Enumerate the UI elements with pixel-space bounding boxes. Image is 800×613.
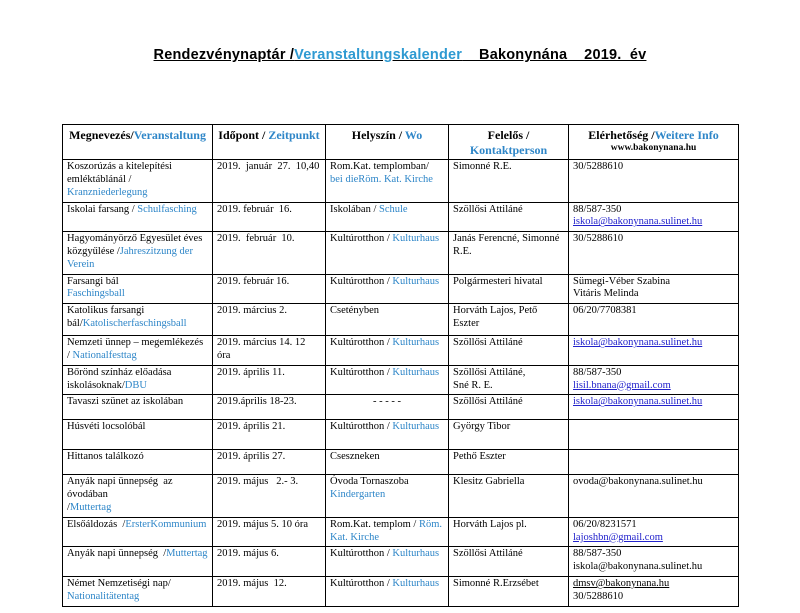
header-text-german: Veranstaltung [133, 128, 206, 142]
cell-line [67, 161, 208, 199]
table-cell [63, 304, 213, 336]
cell-text: DBU [124, 379, 147, 391]
cell-line [573, 548, 734, 561]
cell-line [453, 421, 564, 434]
cell-text: Hagyományörző Egyesület éves közgyűlése / [67, 233, 205, 258]
cell-line [217, 519, 321, 532]
table-cell [326, 365, 449, 395]
cell-line [217, 451, 321, 464]
cell-text: Cseszneken [330, 451, 380, 463]
header-text-german: Wo [404, 128, 423, 142]
email-link[interactable]: lajoshbn@gmail.com [573, 531, 663, 543]
cell-text: Kultúrotthon / [330, 548, 393, 560]
cell-line [453, 204, 564, 217]
cell-text: Katolikus farsangi bál/ [67, 305, 147, 330]
cell-text: 30/5288610 [573, 590, 624, 602]
cell-line [573, 561, 734, 574]
cell-line [217, 421, 321, 434]
table-cell [326, 450, 449, 475]
cell-line [330, 396, 444, 409]
cell-text: ovoda@bakonynana.sulinet.hu [573, 476, 703, 488]
cell-line [573, 337, 734, 350]
table-cell [63, 450, 213, 475]
table-cell [449, 395, 569, 420]
cell-text: Kultúrotthon / [330, 233, 393, 245]
cell-line [217, 204, 321, 217]
cell-text: 2019. május 6. [217, 548, 279, 560]
cell-text: Szöllősi Attiláné [453, 337, 523, 349]
cell-text: Kulturhaus [392, 548, 440, 560]
table-cell [326, 395, 449, 420]
table-cell [63, 232, 213, 274]
cell-line [217, 233, 321, 246]
document-page [0, 47, 800, 613]
cell-line [573, 233, 734, 246]
cell-text: 06/20/7708381 [573, 305, 637, 317]
cell-text: / [67, 502, 70, 513]
header-date [213, 125, 326, 160]
cell-text: Simonné R.E. [453, 161, 512, 173]
cell-line [330, 337, 444, 350]
table-row [63, 232, 739, 274]
cell-line [573, 578, 734, 591]
cell-text: Kindergarten [330, 489, 386, 501]
cell-line [330, 233, 444, 246]
cell-line [330, 421, 444, 434]
cell-text: Muttertag [166, 548, 208, 560]
cell-line [453, 396, 564, 409]
cell-line [330, 204, 444, 217]
cell-line [573, 288, 734, 301]
cell-line [217, 578, 321, 591]
cell-line [330, 578, 444, 591]
cell-text: Janás Ferencné, Simonné R.E. [453, 233, 563, 258]
table-cell [63, 336, 213, 366]
cell-line [453, 451, 564, 464]
cell-line [217, 161, 321, 174]
event-calendar-table [62, 124, 739, 607]
email-link[interactable]: iskola@bakonynana.sulinet.hu [573, 396, 703, 408]
table-cell [213, 547, 326, 577]
cell-text: Sné R. E. [453, 379, 493, 391]
table-cell [449, 232, 569, 274]
cell-text: Kulturhaus [392, 337, 440, 349]
cell-text: 2019. május 2.- 3. [217, 476, 299, 488]
header-text: Megnevezés/ [69, 128, 134, 142]
cell-line [573, 305, 734, 318]
cell-line [217, 548, 321, 561]
cell-text: 2019.április 18-23. [217, 396, 297, 408]
cell-text: Polgármesteri hivatal [453, 275, 543, 287]
table-cell [326, 420, 449, 450]
cell-line [573, 532, 734, 545]
cell-text: Szöllősi Attiláné, [453, 366, 526, 378]
cell-line [453, 380, 564, 393]
cell-text: iskola@bakonynana.sulinet.hu [573, 561, 703, 573]
table-row [63, 395, 739, 420]
table-row [63, 202, 739, 232]
cell-text: Kultúrotthon / [330, 337, 393, 349]
cell-text: 2019. március 2. [217, 305, 287, 317]
cell-line [67, 578, 208, 591]
header-row [63, 125, 739, 160]
table-cell [63, 420, 213, 450]
cell-line [453, 367, 564, 380]
cell-text: Kultúrotthon / [330, 366, 393, 378]
table-cell [63, 274, 213, 304]
table-cell [569, 202, 739, 232]
cell-text: Nationalfesttag [72, 350, 137, 362]
cell-text: Szöllősi Attiláné [453, 396, 523, 408]
cell-line [573, 276, 734, 289]
cell-text: Klesitz Gabriella [453, 476, 525, 488]
cell-text: Tavaszi szünet az iskolában [67, 396, 184, 408]
cell-line [453, 548, 564, 561]
table-cell [63, 475, 213, 517]
cell-text: Kulturhaus [392, 577, 440, 589]
cell-text: 2019. február 16. [217, 203, 292, 215]
email-link[interactable]: iskola@bakonynana.sulinet.hu [573, 337, 703, 349]
email-link[interactable]: lisil.bnana@gmail.com [573, 379, 671, 391]
table-cell [326, 547, 449, 577]
table-cell [326, 576, 449, 606]
cell-text: Katolischerfaschingsball [82, 318, 187, 330]
header-text-german: Weitere Info [654, 128, 719, 142]
table-cell [449, 450, 569, 475]
email-link[interactable]: iskola@bakonynana.sulinet.hu [573, 216, 703, 228]
table-row [63, 517, 739, 547]
cell-text: Iskolában / [330, 203, 379, 215]
header-location [326, 125, 449, 160]
cell-line [573, 380, 734, 393]
cell-line [67, 476, 208, 502]
cell-text: Hittanos találkozó [67, 451, 144, 463]
cell-text: - - - - - [373, 396, 401, 408]
table-row [63, 450, 739, 475]
cell-line [453, 337, 564, 350]
page-title-hungarian: Rendezvénynaptár / [153, 47, 295, 63]
table-cell [569, 336, 739, 366]
table-row [63, 475, 739, 517]
cell-text: 2019. február 16. [217, 275, 290, 287]
table-cell [213, 365, 326, 395]
cell-text: Anyák napi ünnepség / [67, 548, 167, 560]
cell-line [453, 476, 564, 489]
table-row [63, 336, 739, 366]
cell-text: Röm. Kat. Kirche [330, 518, 445, 543]
cell-line [330, 276, 444, 289]
table-cell [213, 274, 326, 304]
cell-line [330, 519, 444, 545]
cell-line [453, 519, 564, 532]
cell-line [67, 502, 208, 515]
cell-line [67, 337, 208, 363]
cell-text: Húsvéti locsolóbál [67, 421, 146, 433]
header-text: Időpont / [218, 128, 269, 142]
cell-line [217, 337, 321, 363]
table-cell [213, 576, 326, 606]
table-cell [569, 576, 739, 606]
table-cell [213, 304, 326, 336]
cell-text: 2019. május 5. 10 óra [217, 518, 308, 530]
cell-text: 30/5288610 [573, 161, 624, 173]
table-cell [213, 420, 326, 450]
table-row [63, 274, 739, 304]
table-cell [213, 160, 326, 202]
cell-text: Kultúrotthon / [330, 275, 393, 287]
cell-text: Simonné R.Erzsébet [453, 577, 539, 589]
cell-line [217, 276, 321, 289]
cell-text: Horváth Lajos pl. [453, 518, 527, 530]
cell-text: 2019. április 11. [217, 366, 285, 378]
cell-text: Szöllősi Attiláné [453, 203, 523, 215]
event-table-body [63, 160, 739, 607]
cell-text: Nationalitätentag [67, 590, 140, 602]
table-cell [326, 232, 449, 274]
table-cell [449, 160, 569, 202]
cell-text: bei dieRöm. Kat. Kirche [330, 174, 433, 186]
table-cell [326, 336, 449, 366]
cell-line [453, 276, 564, 289]
page-title-place-year: Bakonynána 2019. év [462, 47, 647, 63]
table-cell [569, 304, 739, 336]
table-row [63, 420, 739, 450]
table-row [63, 365, 739, 395]
cell-line [573, 204, 734, 217]
cell-text: Vitáris Melinda [573, 288, 639, 300]
table-cell [449, 517, 569, 547]
table-cell [213, 202, 326, 232]
cell-text: Schule [379, 203, 408, 215]
table-cell [63, 160, 213, 202]
table-cell [213, 232, 326, 274]
cell-text: Nemzeti ünnep – megemlékezés / [67, 337, 206, 362]
table-row [63, 304, 739, 336]
cell-text: Schulfasching [137, 203, 197, 215]
table-cell [449, 365, 569, 395]
header-text-german: Kontaktperson [469, 142, 548, 157]
cell-text: 2019. április 27. [217, 451, 286, 463]
cell-text: ErsterKommunium [125, 518, 207, 530]
cell-text: 2019. január 27. 10,40 [217, 161, 320, 173]
cell-text: 2019. április 21. [217, 421, 286, 433]
cell-line [453, 305, 564, 331]
cell-text: dmsv@bakonynana.hu [573, 577, 670, 589]
cell-text: Horváth Lajos, Pető Eszter [453, 305, 540, 330]
cell-text: 2019. május 12. [217, 577, 287, 589]
table-cell [213, 336, 326, 366]
table-cell [569, 517, 739, 547]
cell-text: Német Nemzetiségi nap/ [67, 577, 171, 589]
page-title [0, 47, 800, 63]
cell-text: 2019. február 10. [217, 233, 295, 245]
table-cell [326, 517, 449, 547]
table-cell [449, 420, 569, 450]
header-text: Helyszín / [351, 128, 405, 142]
cell-line [217, 476, 321, 489]
header-text: Elérhetőség / [588, 128, 655, 142]
table-cell [213, 475, 326, 517]
table-cell [326, 274, 449, 304]
cell-line [67, 288, 208, 301]
table-cell [63, 395, 213, 420]
cell-text: Jahreszitzung der Verein [67, 246, 196, 270]
cell-text: Faschingsball [67, 288, 125, 300]
table-cell [569, 274, 739, 304]
cell-text: Rom.Kat. templomban/ [330, 161, 432, 173]
header-event [63, 125, 213, 160]
table-cell [63, 202, 213, 232]
table-cell [449, 336, 569, 366]
table-cell [449, 274, 569, 304]
cell-line [573, 216, 734, 229]
cell-text: György Tibor [453, 421, 511, 433]
cell-line [330, 451, 444, 464]
cell-text: Sümegi-Véber Szabina [573, 275, 671, 287]
cell-line [453, 578, 564, 591]
page-title-german: Veranstaltungskalender [294, 47, 463, 63]
cell-text: Bőrönd színház előadása iskolásoknak/ [67, 366, 175, 391]
cell-line [67, 367, 208, 393]
table-cell [326, 304, 449, 336]
cell-text: 88/587-350 [573, 548, 622, 560]
table-cell [213, 450, 326, 475]
cell-text: Pethő Eszter [453, 451, 506, 463]
cell-line [573, 367, 734, 380]
cell-text: Kultúrotthon / [330, 577, 393, 589]
cell-line [67, 276, 208, 289]
header-availability [569, 125, 739, 160]
cell-line [330, 305, 444, 318]
cell-line [573, 476, 734, 489]
cell-line [573, 161, 734, 174]
cell-text: Kulturhaus [392, 233, 440, 245]
cell-line [330, 367, 444, 380]
table-cell [569, 450, 739, 475]
cell-line [67, 305, 208, 331]
cell-text: Kulturhaus [392, 366, 440, 378]
header-text-german: Zeitpunkt [268, 128, 320, 142]
cell-text: 2019. március 14. 12 óra [217, 337, 308, 362]
cell-line [573, 591, 734, 604]
table-row [63, 576, 739, 606]
table-cell [569, 232, 739, 274]
table-row [63, 160, 739, 202]
cell-text: Szöllősi Attiláné [453, 548, 523, 560]
table-cell [569, 395, 739, 420]
cell-text: Elsőáldozás / [67, 518, 126, 530]
cell-line [67, 396, 208, 409]
cell-text: Koszorúzás a kitelepítési emléktáblánál / [67, 161, 175, 186]
cell-text: Muttertag [69, 502, 112, 513]
header-text: Felelős / [487, 128, 533, 142]
cell-text: Iskolai farsang / [67, 203, 138, 215]
cell-text: Kulturhaus [392, 275, 440, 287]
table-cell [213, 517, 326, 547]
table-cell [449, 547, 569, 577]
header-contact-person [449, 125, 569, 160]
cell-line [573, 396, 734, 409]
table-cell [569, 365, 739, 395]
cell-text: Kulturhaus [392, 421, 440, 433]
cell-text: Kultúrotthon / [330, 421, 393, 433]
table-cell [569, 475, 739, 517]
cell-text: 30/5288610 [573, 233, 624, 245]
table-header [63, 125, 739, 160]
cell-line [67, 591, 208, 604]
table-cell [63, 576, 213, 606]
table-cell [449, 576, 569, 606]
cell-line [67, 233, 208, 271]
website-url: www.bakonynana.hu [610, 142, 697, 153]
table-cell [213, 395, 326, 420]
cell-line [217, 396, 321, 409]
table-cell [449, 475, 569, 517]
cell-line [330, 489, 444, 502]
cell-line [67, 421, 208, 434]
cell-text: Csetényben [330, 305, 379, 317]
table-cell [63, 547, 213, 577]
table-cell [449, 304, 569, 336]
table-cell [569, 547, 739, 577]
cell-line [217, 305, 321, 318]
cell-text: Óvoda Tornaszoba [330, 476, 409, 488]
cell-line [330, 476, 444, 489]
cell-line [67, 204, 208, 217]
cell-text: Farsangi bál [67, 275, 119, 287]
cell-line [453, 161, 564, 174]
cell-line [330, 161, 444, 187]
cell-line [453, 233, 564, 259]
table-cell [449, 202, 569, 232]
cell-line [217, 367, 321, 380]
table-cell [569, 160, 739, 202]
table-cell [326, 202, 449, 232]
cell-line [67, 548, 208, 561]
cell-line [573, 519, 734, 532]
table-cell [63, 517, 213, 547]
table-cell [326, 160, 449, 202]
table-row [63, 547, 739, 577]
cell-text: 88/587-350 [573, 366, 622, 378]
cell-line [67, 519, 208, 532]
cell-text: 06/20/8231571 [573, 518, 637, 530]
cell-text: Rom.Kat. templom / [330, 518, 419, 530]
cell-line [330, 548, 444, 561]
table-cell [63, 365, 213, 395]
table-cell [326, 475, 449, 517]
cell-text: 88/587-350 [573, 203, 622, 215]
cell-text: Kranzniederlegung [67, 186, 148, 198]
cell-text: Anyák napi ünnepség az óvodában [67, 476, 176, 501]
table-cell [569, 420, 739, 450]
cell-line [67, 451, 208, 464]
